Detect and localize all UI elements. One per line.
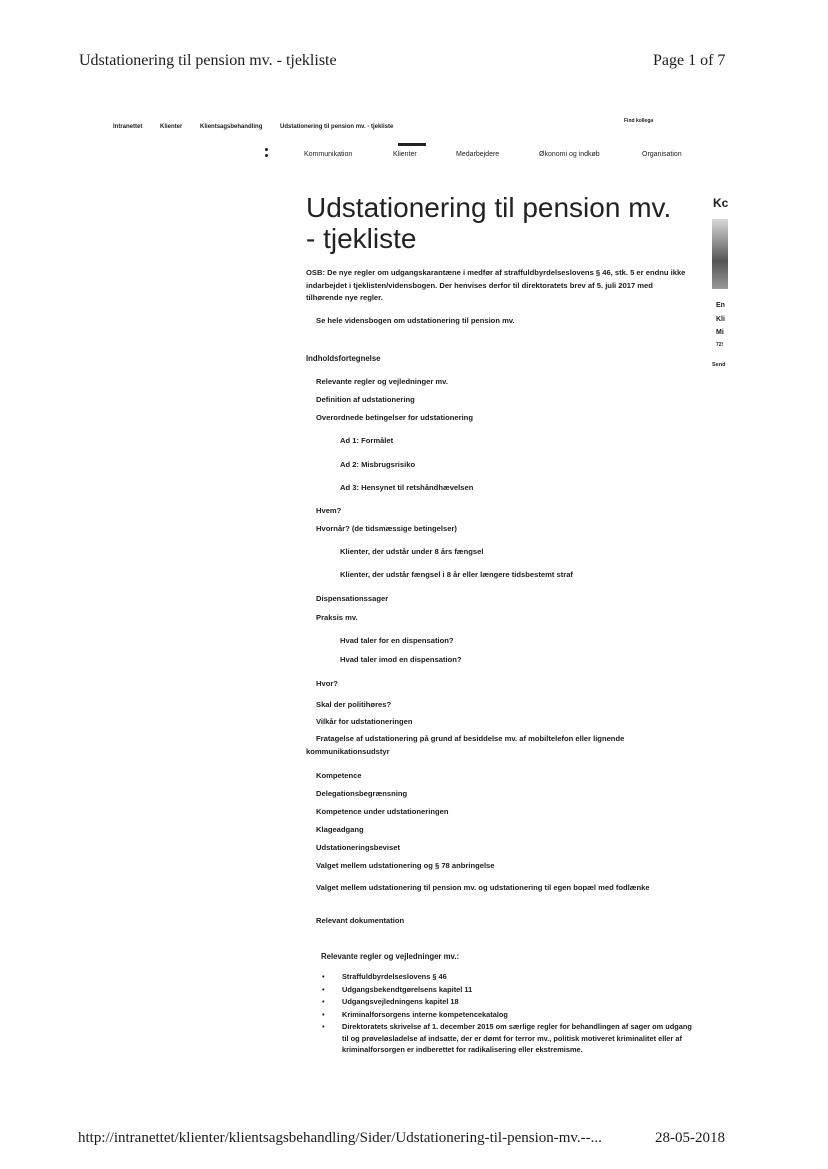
toc-link[interactable]: Overordnede betingelser for udstationering	[316, 413, 473, 422]
breadcrumb	[113, 124, 409, 130]
rules-heading: Relevante regler og vejledninger mv.:	[321, 952, 460, 961]
side-panel-line: En	[716, 302, 725, 309]
rules-list	[322, 971, 692, 1057]
toc-link[interactable]: Hvad taler imod en dispensation?	[340, 655, 462, 664]
toc-link[interactable]: Relevante regler og vejledninger mv.	[316, 377, 448, 386]
toc-link[interactable]: Hvad taler for en dispensation?	[340, 636, 454, 645]
side-panel-line: 72!	[716, 342, 724, 348]
toc-link[interactable]: Ad 2: Misbrugsrisiko	[340, 460, 416, 469]
nav-active-indicator	[398, 143, 426, 146]
footer-url: http://intranettet/klienter/klientsagsbehandling/Sider/Udstationering-til-pension-mv.--...	[78, 1130, 602, 1146]
list-item: • Udgangsvejledningens kapitel 18	[322, 996, 692, 1008]
print-header	[0, 0, 828, 80]
toc-link[interactable]: Relevant dokumentation	[316, 916, 405, 925]
breadcrumb-item-klientsagsbehandling[interactable]: Klientsagsbehandling	[200, 124, 263, 130]
toc-link[interactable]: Kompetence under udstationeringen	[316, 807, 449, 816]
vidensbog-link[interactable]: Se hele vidensbogen om udstationering til pension mv.	[316, 316, 515, 325]
nav-item-medarbejdere[interactable]: Medarbejdere	[456, 151, 500, 158]
breadcrumb-item-intranet[interactable]: Intranettet	[113, 124, 143, 130]
nav-item-organisation[interactable]: Organisation	[642, 151, 682, 158]
toc-link[interactable]: Klageadgang	[316, 825, 364, 834]
toc-link[interactable]: Delegationsbegrænsning	[316, 789, 408, 798]
nav-item-okonomi[interactable]: Økonomi og indkøb	[539, 151, 600, 158]
toc-link[interactable]: Fratagelse af udstationering på grund af besiddelse mv. af mobiltelefon eller lignende kommunikationsudstyr	[306, 734, 625, 756]
toc-link[interactable]: Skal der politihøres?	[316, 700, 392, 709]
toc-link[interactable]: Dispensationssager	[316, 594, 389, 603]
breadcrumb-item-klienter[interactable]: Klienter	[160, 124, 183, 130]
toc-link[interactable]: Praksis mv.	[316, 613, 358, 622]
page-title: Udstationering til pension mv. - tjekliste	[306, 192, 672, 254]
find-colleague-link[interactable]: Find kollega	[624, 118, 654, 124]
toc-link[interactable]: Ad 3: Hensynet til retshåndhævelsen	[340, 483, 474, 492]
side-panel-line: Mi	[716, 329, 724, 336]
toc-link[interactable]: Hvor?	[316, 679, 338, 688]
list-item: • Straffuldbyrdelseslovens § 46	[322, 971, 692, 983]
list-item: • Kriminalforsorgens interne kompetencekatalog	[322, 1009, 692, 1021]
toc-link[interactable]: Hvem?	[316, 506, 342, 515]
toc-heading: Indholdsfortegnelse	[306, 354, 381, 363]
toc-link[interactable]: Valget mellem udstationering og § 78 anbringelse	[316, 861, 495, 870]
breadcrumb-item-current: Udstationering til pension mv. - tjekliste	[280, 124, 394, 130]
side-panel-heading: Kc	[713, 196, 729, 210]
nav-item-kommunikation[interactable]: Kommunikation	[304, 151, 353, 158]
page-number: Page 1 of 7	[653, 52, 726, 69]
toc-link[interactable]: Klienter, der udstår under 8 års fængsel	[340, 547, 484, 556]
print-title: Udstationering til pension mv. - tjekliste	[79, 52, 337, 69]
toc-link[interactable]: Klienter, der udstår fængsel i 8 år eller længere tidsbestemt straf	[340, 570, 573, 579]
toc-link[interactable]: Kompetence	[316, 771, 362, 780]
list-item: • Udgangsbekendtgørelsens kapitel 11	[322, 984, 692, 996]
send-link[interactable]: Send	[712, 362, 726, 368]
osb-note: OSB: De nye regler om udgangskarantæne i medfør af straffuldbyrdelseslovens § 46, stk. 5 er endnu ikke indarbejdet i tjeklisten/vidensbogen. Der henvises derfor til direktoratets brev af 5. juli 2017 med tilhørende nye regler.	[306, 268, 686, 303]
toc-link[interactable]: Valget mellem udstationering til pension mv. og udstationering til egen bopæl med fodlænke	[316, 883, 650, 892]
side-panel-photo	[712, 219, 728, 289]
toc-link[interactable]: Hvornår? (de tidsmæssige betingelser)	[316, 524, 457, 533]
list-item: • Direktoratets skrivelse af 1. december 2015 om særlige regler for behandlingen af sager om udgang til og prøveløsladelse af indsatte, der er dømt for terror mv., politisk motiveret kriminalitet eller af kriminalforsorgen er indberettet for radikalisering eller ekstremisme.	[322, 1021, 692, 1056]
side-panel-line: Kli	[716, 316, 725, 323]
menu-dots-icon[interactable]	[265, 148, 269, 160]
toc-link[interactable]: Definition af udstationering	[316, 395, 415, 404]
footer-date: 28-05-2018	[655, 1130, 725, 1146]
nav-item-klienter[interactable]: Klienter	[393, 151, 417, 158]
toc-link[interactable]: Vilkår for udstationeringen	[316, 717, 413, 726]
toc-link[interactable]: Ad 1: Formålet	[340, 436, 394, 445]
toc-link[interactable]: Udstationeringsbeviset	[316, 843, 400, 852]
